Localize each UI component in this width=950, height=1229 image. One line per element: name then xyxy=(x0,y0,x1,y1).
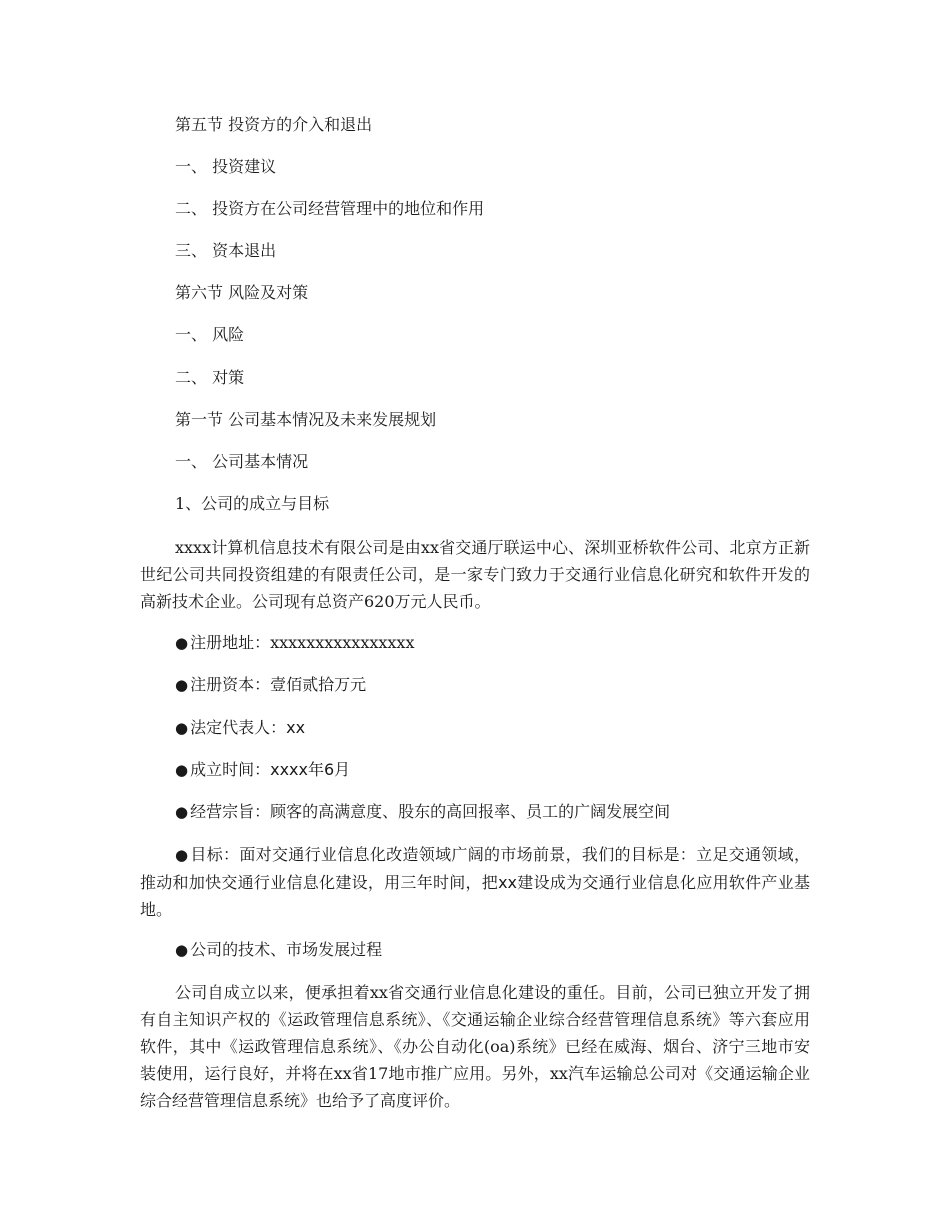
bullet-goal-paragraph xyxy=(140,841,810,923)
bullet-icon: ● xyxy=(175,676,189,694)
bullet-icon: ● xyxy=(175,846,189,864)
bullet-icon: ● xyxy=(175,719,189,737)
bullet-legal-representative xyxy=(175,718,305,738)
bullet-text: 经营宗旨：顾客的高满意度、股东的高回报率、员工的广阔发展空间 xyxy=(190,802,671,821)
bullet-registered-capital xyxy=(175,675,366,695)
heading-section-6: 第六节 风险及对策 xyxy=(175,283,309,302)
bullet-text: 注册资本：壹佰贰拾万元 xyxy=(190,675,367,694)
item-countermeasure: 二、 对策 xyxy=(175,368,245,387)
bullet-text: 注册地址：xxxxxxxxxxxxxxxx xyxy=(190,633,415,652)
item-risk: 一、 风险 xyxy=(175,325,245,344)
heading-section-1: 第一节 公司基本情况及未来发展规划 xyxy=(175,410,437,429)
bullet-founded-date xyxy=(175,760,350,780)
bullet-tech-market xyxy=(175,940,382,960)
item-company-basics: 一、 公司基本情况 xyxy=(175,452,309,471)
item-capital-exit: 三、 资本退出 xyxy=(175,241,277,260)
bullet-text: 法定代表人：xx xyxy=(190,718,306,737)
bullet-text: 成立时间：xxxx年6月 xyxy=(190,760,351,779)
bullet-text: 目标：面对交通行业信息化改造领域广阔的市场前景，我们的目标是：立足交通领域，推动和加快交通行业信息化建设，用三年时间，把xx建设成为交通行业信息化应用软件产业基地。 xyxy=(140,845,810,919)
bullet-icon: ● xyxy=(175,761,189,779)
heading-section-5: 第五节 投资方的介入和退出 xyxy=(175,115,373,134)
item-investment-advice: 一、 投资建议 xyxy=(175,157,277,176)
bullet-icon: ● xyxy=(175,941,189,959)
bullet-business-purpose xyxy=(175,802,670,822)
item-founding-goal: 1、公司的成立与目标 xyxy=(175,494,330,513)
bullet-icon: ● xyxy=(175,634,189,652)
item-investor-role: 二、 投资方在公司经营管理中的地位和作用 xyxy=(175,199,485,218)
bullet-icon: ● xyxy=(175,803,189,821)
bullet-registered-address xyxy=(175,633,414,653)
history-paragraph: 公司自成立以来，便承担着xx省交通行业信息化建设的重任。目前，公司已独立开发了拥有自主知识产权的《运政管理信息系统》、《交通运输企业综合经营管理信息系统》等六套应用软件，其中《运政管理信息系统》、《办公自动化(oa)系统》已经在威海、烟台、济宁三地市安装使用，运行良好，并将在xx省17地市推广应用。另外，xx汽车运输总公司对《交通运输企业综合经营管理信息系统》也给予了高度评价。 xyxy=(140,983,810,1110)
intro-paragraph: xxxx计算机信息技术有限公司是由xx省交通厅联运中心、深圳亚桥软件公司、北京方正新世纪公司共同投资组建的有限责任公司，是一家专门致力于交通行业信息化研究和软件开发的高新技术企业。公司现有总资产620万元人民币。 xyxy=(140,538,810,611)
bullet-text: 公司的技术、市场发展过程 xyxy=(190,940,383,959)
